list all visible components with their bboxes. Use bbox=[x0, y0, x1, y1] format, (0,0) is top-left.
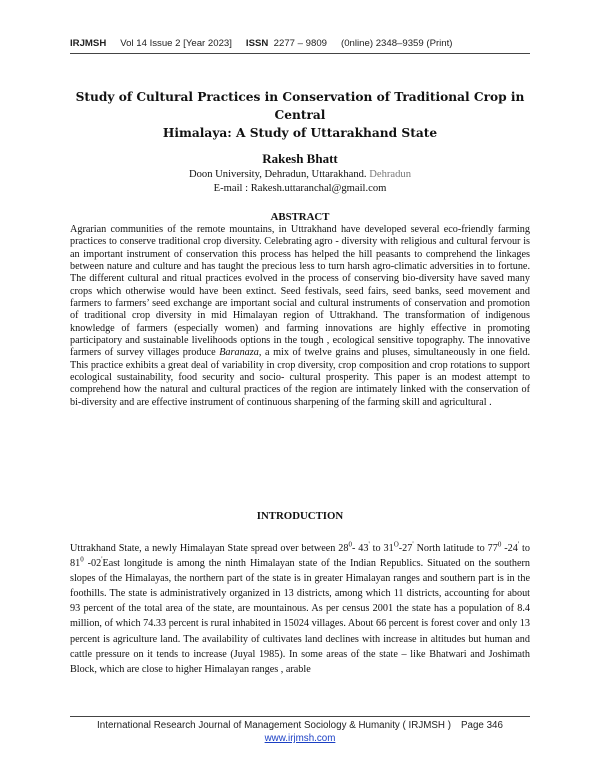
journal-website-link[interactable]: www.irjmsh.com bbox=[264, 733, 336, 744]
title-line-1: Study of Cultural Practices in Conservation of Traditional Crop in Central bbox=[75, 90, 525, 122]
footer-rule bbox=[70, 716, 530, 717]
intro-seg: -27 bbox=[398, 543, 413, 554]
introduction-heading: INTRODUCTION bbox=[256, 510, 344, 522]
intro-seg: East longitude is among the ninth Himalayan state of the Indian Republics. Situated on the southern slopes of the Himalayas, the northern part of the state is in greater Himalayan ranges and southern part is in the foothills. The state is administratively organized in 13 districts, among which 11 districts, accounting for about 93 percent of the total area of the state, are mountainous. As per census 2001 the state has a population of 8.4 million, of which 74.33 percent is rural inhabited in 15024 villages. About 66 percent is forest cover and only 13 percent is agriculture land. The availability of cultivates land declines with increase in altitudes but human and cattle pressure on it tends to increase (Juyal 1985). In some areas of the state – like Bhatwari and Joshimath Block, which are close to higher Himalayan ranges , arable bbox=[70, 558, 530, 675]
author-email: E-mail : Rakesh.uttaranchal@gmail.com bbox=[213, 183, 387, 194]
sup-prime: ' bbox=[412, 540, 414, 549]
paper-title bbox=[60, 88, 540, 142]
intro-seg: Uttrakhand State, a newly Himalayan State spread over between 28 bbox=[70, 543, 349, 554]
abstract-text-part-1: Agrarian communities of the remote mountains, in Uttrakhand have developed several eco-friendly farming practices to conserve traditional crop diversity. Celebrating agro - diversity with religious and cultural fervour is an important instrument of conservation this process has helped the hill peasants to comprehend the linkages between nature and culture and has taught the precious less to turn harsh agro-climatic adversities in to fortune. The different cultural and ritual practices evolved in the process of conserving bio-diversity have saved many crops which otherwise would have been extinct. Seed festivals, seed fairs, seed banks, seed movement and farmers to farmers’ seed exchange are important social and cultural instruments of conservation and promotion of traditional crop diversity in mid Himalayan region of Uttrakhand. The transformation of indigenous knowledge of farmers (especially women) and farming innovations are highly effective in promoting participatory and sustainable livelihoods options in the tough , ecological sensitive topography. The innovative farmers of survey villages produce bbox=[70, 224, 530, 359]
abstract-text bbox=[70, 224, 530, 409]
introduction-text bbox=[70, 541, 530, 677]
issn-number: 2277 – 9809 bbox=[273, 38, 328, 49]
author-affiliation: Doon University, Dehradun, Uttarakhand. bbox=[188, 169, 367, 180]
volume-issue: Vol 14 Issue 2 [Year 2023] bbox=[120, 38, 232, 49]
running-footer bbox=[60, 719, 540, 745]
sup-degree: O bbox=[393, 540, 399, 549]
intro-seg: to 81 bbox=[70, 543, 530, 570]
abstract-text-part-2: , a mix of twelve grains and pluses, simultaneously in one field. This practice exhibits a great deal of variability in crop diversity, crop composition and crop rotations to support ecological sustainability, food security and socio- cultural prosperity. This paper is an modest attempt to comprehend how the natural and cultural practices of the region are intimately linked with the conservation of bi-diversity and are effective instrument of continuous sharpening of the farming skill and agricultural . bbox=[70, 347, 531, 408]
sup-degree: 0 bbox=[497, 540, 502, 549]
author-affiliation-block bbox=[60, 168, 540, 196]
running-header bbox=[70, 38, 540, 49]
intro-seg: -24 bbox=[501, 543, 518, 554]
affiliation-extra: Dehradun bbox=[369, 169, 412, 180]
page-number: Page 346 bbox=[460, 720, 503, 731]
abstract-italic-term: Baranaza bbox=[219, 347, 259, 359]
intro-seg: North latitude to 77 bbox=[413, 543, 498, 554]
intro-seg: - 43 bbox=[351, 543, 369, 554]
issn-label: ISSN bbox=[245, 38, 269, 49]
sup-prime: ' bbox=[517, 540, 520, 549]
footer-journal-name: International Research Journal of Management Sociology & Humanity ( IRJMSH ) bbox=[97, 720, 451, 731]
abstract-heading: ABSTRACT bbox=[270, 211, 330, 223]
author-name: Rakesh Bhatt bbox=[262, 151, 338, 166]
sup-degree: 0 bbox=[80, 555, 84, 564]
intro-seg: -02 bbox=[83, 558, 102, 570]
journal-abbrev: IRJMSH bbox=[70, 38, 107, 49]
title-line-2: Himalaya: A Study of Uttarakhand State bbox=[162, 126, 438, 140]
sup-prime: ' bbox=[368, 540, 370, 549]
online-print-issn: (0nline) 2348–9359 (Print) bbox=[341, 38, 453, 49]
intro-seg: to 31 bbox=[369, 543, 394, 554]
sup-prime: ' bbox=[101, 555, 103, 564]
header-rule bbox=[70, 53, 530, 54]
sup-degree: 0 bbox=[348, 540, 352, 549]
